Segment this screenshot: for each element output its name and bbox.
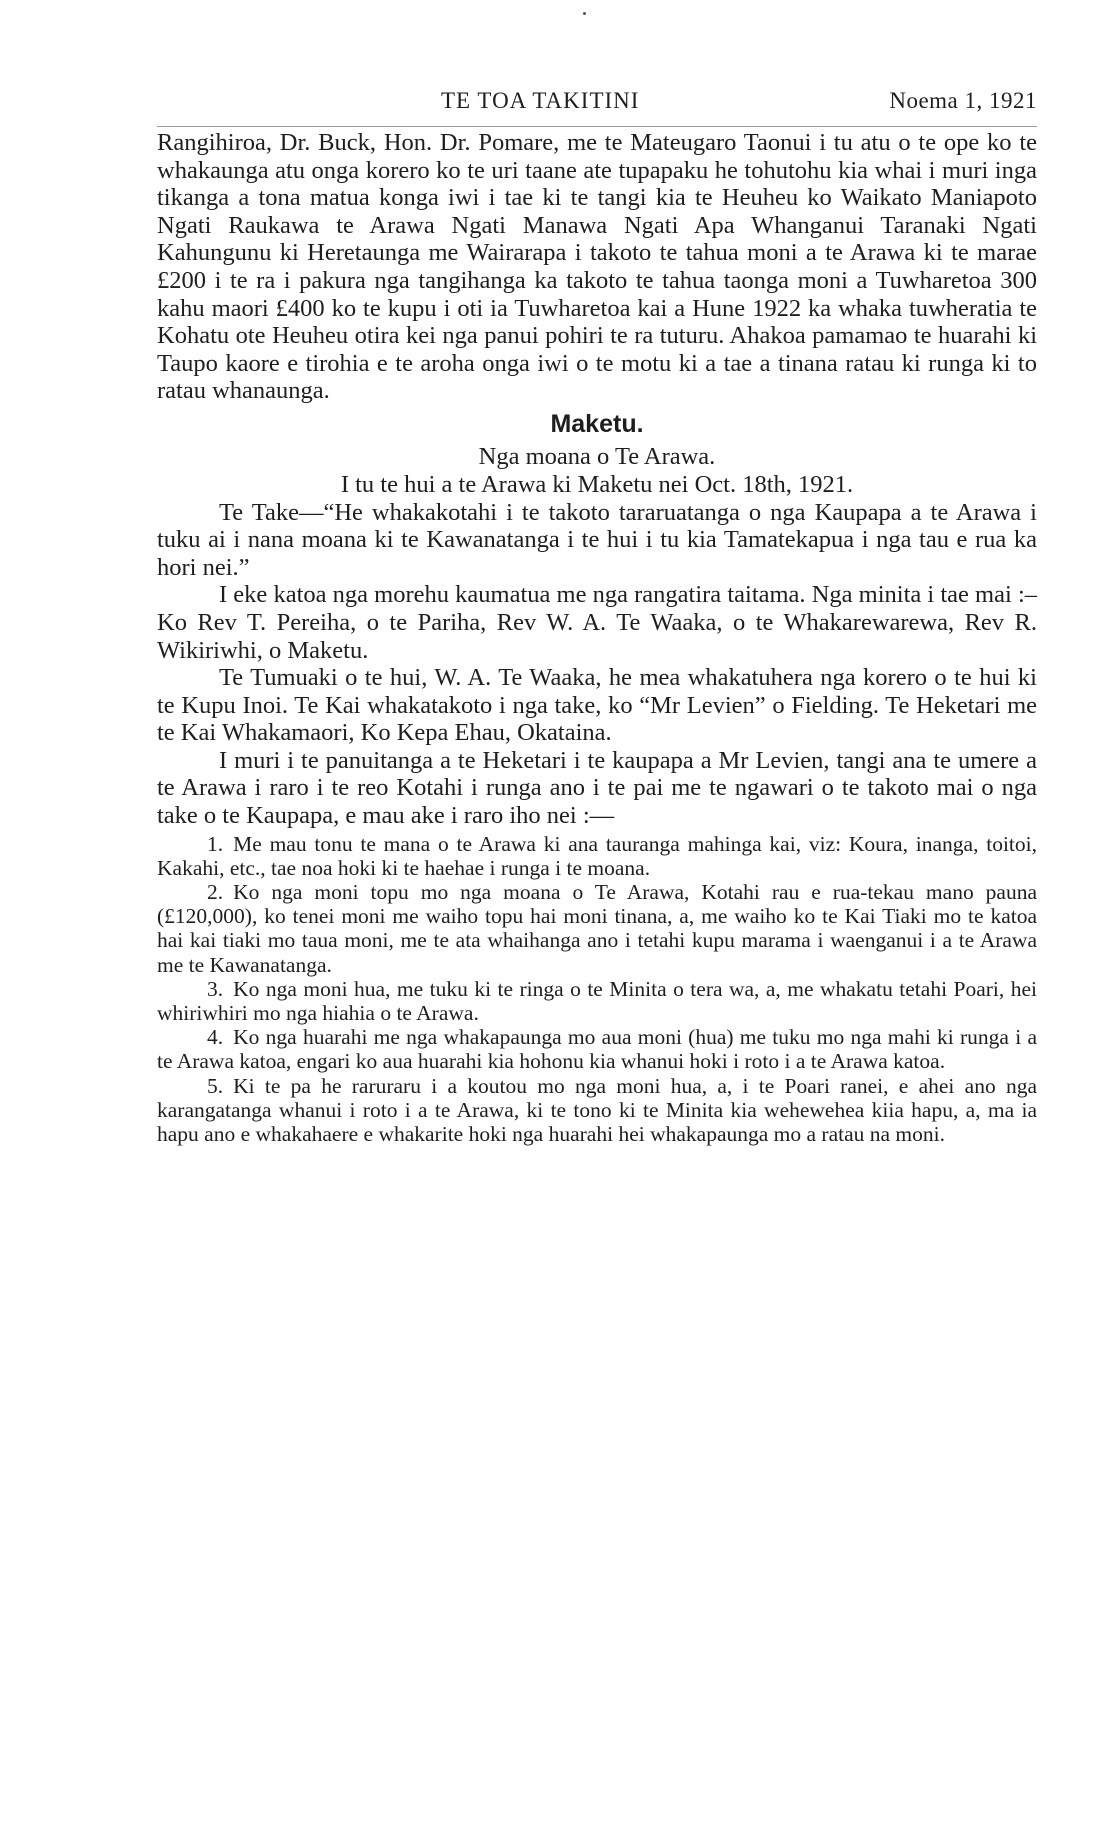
list-item (157, 832, 1037, 880)
list-item-number: 5. (207, 1073, 224, 1098)
header-rule (157, 126, 1037, 127)
paragraph-take: Te Take—“He whakakotahi i te takoto tararuatanga o nga Kaupapa a te Arawa i tuku ai i nana moana ki te Kawanatanga i te hui i tu kia Tamatekapua i nga tau e rua ka hori nei.” (157, 498, 1037, 581)
numbered-list (157, 832, 1037, 1147)
list-item-text: Ko nga huarahi me nga whakapaunga mo aua moni (hua) me tuku mo nga mahi ki runga i a te Arawa katoa, engari ko aua huarahi kia hohonu kia whanui hoki i roto i a te Arawa katoa. (157, 1025, 1037, 1074)
list-item-number: 2. (207, 880, 224, 905)
list-item-text: Ko nga moni topu mo nga moana o Te Arawa, Kotahi rau e rua-tekau mano pauna (£120,000), ko tenei moni me waiho topu hai moni tinana, a, me waiho ko te Kai Tiaki mo te katoa hai kai tiaki mo taua moni, me te ata whaihanga ano i tetahi kupu marama i waenganui i a te Arawa me te Kawanatanga. (157, 880, 1037, 977)
list-item (157, 880, 1037, 977)
article-body (157, 129, 1037, 830)
list-item-number: 3. (207, 976, 224, 1001)
page (157, 88, 1037, 1146)
intro-paragraph: Rangihiroa, Dr. Buck, Hon. Dr. Pomare, me te Mateugaro Taonui i tu atu o te ope ko te whakaunga atu onga korero ko te uri taane ate tupapaku he tohutohu kia whai i muri inga tikanga a tona matua konga iwi i tae ki te tangi kia te Heuheu ko Waikato Maniapoto Ngati Raukawa te Arawa Ngati Manawa Ngati Apa Whanganui Taranaki Ngati Kahungunu ki Heretaunga me Wairarapa i takoto te tahua moni a te Arawa ki te marae £200 i te ra i pakura nga tangihanga ka takoto te tahua taonga moni a Tuwharetoa 300 kahu maori £400 ko te kupu i oti ia Tuwharetoa kai a Hune 1922 ka whaka tuwheratia te Kohatu ote Heuheu otira kei nga panui pohiri te ra tuturu. Ahakoa pamamao te huarahi ki Taupo kaore e tirohia e te aroha onga iwi o te motu ki a tae a tinana ratau ki runga ki to ratau whanaunga. (157, 129, 1037, 405)
section-heading: Maketu. (550, 409, 644, 438)
list-item-text: Ko nga moni hua, me tuku ki te ringa o te Minita o tera wa, a, me whakatu tetahi Poari, hei whiriwhiri mo nga hiahia o te Arawa. (157, 976, 1037, 1026)
paragraph-chair: Te Tumuaki o te hui, W. A. Te Waaka, he mea whakatuhera nga korero o te hui ki te Kupu Inoi. Te Kai whakatakoto i nga take, ko “Mr Levien” o Fielding. Te Heketari me te Kai Whakamaori, Ko Kepa Ehau, Okataina. (157, 664, 1037, 747)
publication-title: TE TOA TAKITINI (441, 88, 640, 113)
list-item-text: Ki te pa he raruraru i a koutou mo nga moni hua, a, i te Poari ranei, e ahei ano nga karangatanga whanui i roto i a te Arawa, ki te tono ki te Minita kia wehewehea kiia hapu, a, ma ia hapu ano e whakahaere e whakarite hoki nga huarahi hei whakapaunga mo a ratau na moni. (157, 1073, 1037, 1147)
paragraph-resolution: I muri i te panuitanga a te Heketari i te kaupapa a Mr Levien, tangi ana te umere a te Arawa i raro i te reo Kotahi i runga ano i te pai me te ngawari o te takoto mai o nga take o te Kaupapa, e mau ake i raro iho nei :— (157, 746, 1037, 830)
meeting-line: I tu te hui a te Arawa ki Maketu nei Oct. 18th, 1921. (340, 470, 854, 498)
list-item (157, 1025, 1037, 1073)
list-item-text: Me mau tonu te mana o te Arawa ki ana tauranga mahinga kai, viz: Koura, inanga, toitoi, Kakahi, etc., tae noa hoki ki te haehae i runga i te moana. (157, 831, 1037, 880)
issue-date: Noema 1, 1921 (889, 88, 1037, 113)
list-item (157, 1074, 1037, 1147)
paragraph-attendees: I eke katoa nga morehu kaumatua me nga rangatira taitama. Nga minita i tae mai :– Ko Rev T. Pereiha, o te Pariha, Rev W. A. Te Waaka, o te Whakarewarewa, Rev R. Wikiriwhi, o Maketu. (157, 581, 1037, 664)
page-speck (583, 12, 586, 15)
list-item-number: 4. (207, 1025, 224, 1050)
running-header (157, 88, 1037, 126)
list-item-number: 1. (207, 831, 224, 856)
section-subheading: Nga moana o Te Arawa. (478, 442, 716, 470)
list-item (157, 977, 1037, 1025)
